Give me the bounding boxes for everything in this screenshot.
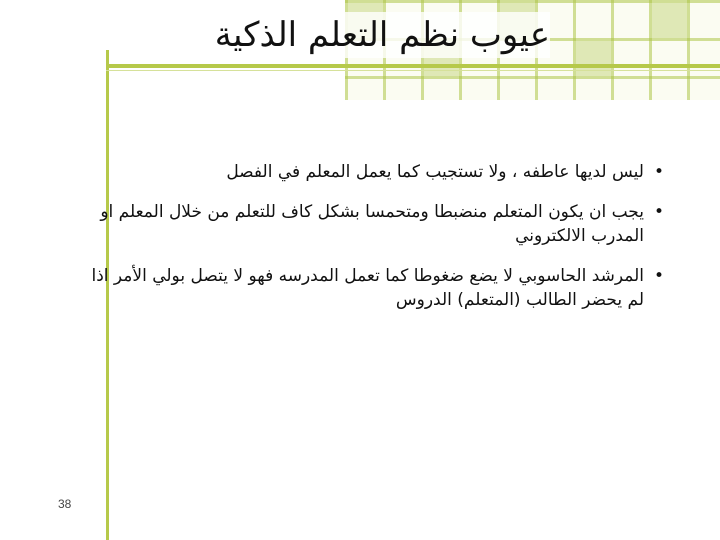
bullet-icon: • bbox=[653, 162, 664, 182]
bullet-item bbox=[70, 160, 670, 184]
title-underline bbox=[106, 64, 720, 68]
bullet-item bbox=[70, 264, 670, 312]
title-underline-thin bbox=[106, 70, 720, 71]
bullet-text: يجب ان يكون المتعلم منضبطا ومتحمسا بشكل كاف للتعلم من خلال المعلم او المدرب الالكتروني bbox=[100, 202, 644, 246]
bullet-list bbox=[70, 160, 670, 328]
page-number: 38 bbox=[58, 497, 72, 511]
bullet-item bbox=[70, 200, 670, 248]
slide-title: عيوب نظم التعلم الذكية bbox=[150, 12, 550, 58]
bullet-icon: • bbox=[653, 266, 664, 286]
bullet-icon: • bbox=[653, 202, 664, 222]
bullet-text: المرشد الحاسوبي لا يضع ضغوطا كما تعمل المدرسه فهو لا يتصل بولي الأمر اذا لم يحضر الطالب (المتعلم) الدروس bbox=[91, 266, 644, 310]
bullet-text: ليس لديها عاطفه ، ولا تستجيب كما يعمل المعلم في الفصل bbox=[226, 162, 644, 182]
